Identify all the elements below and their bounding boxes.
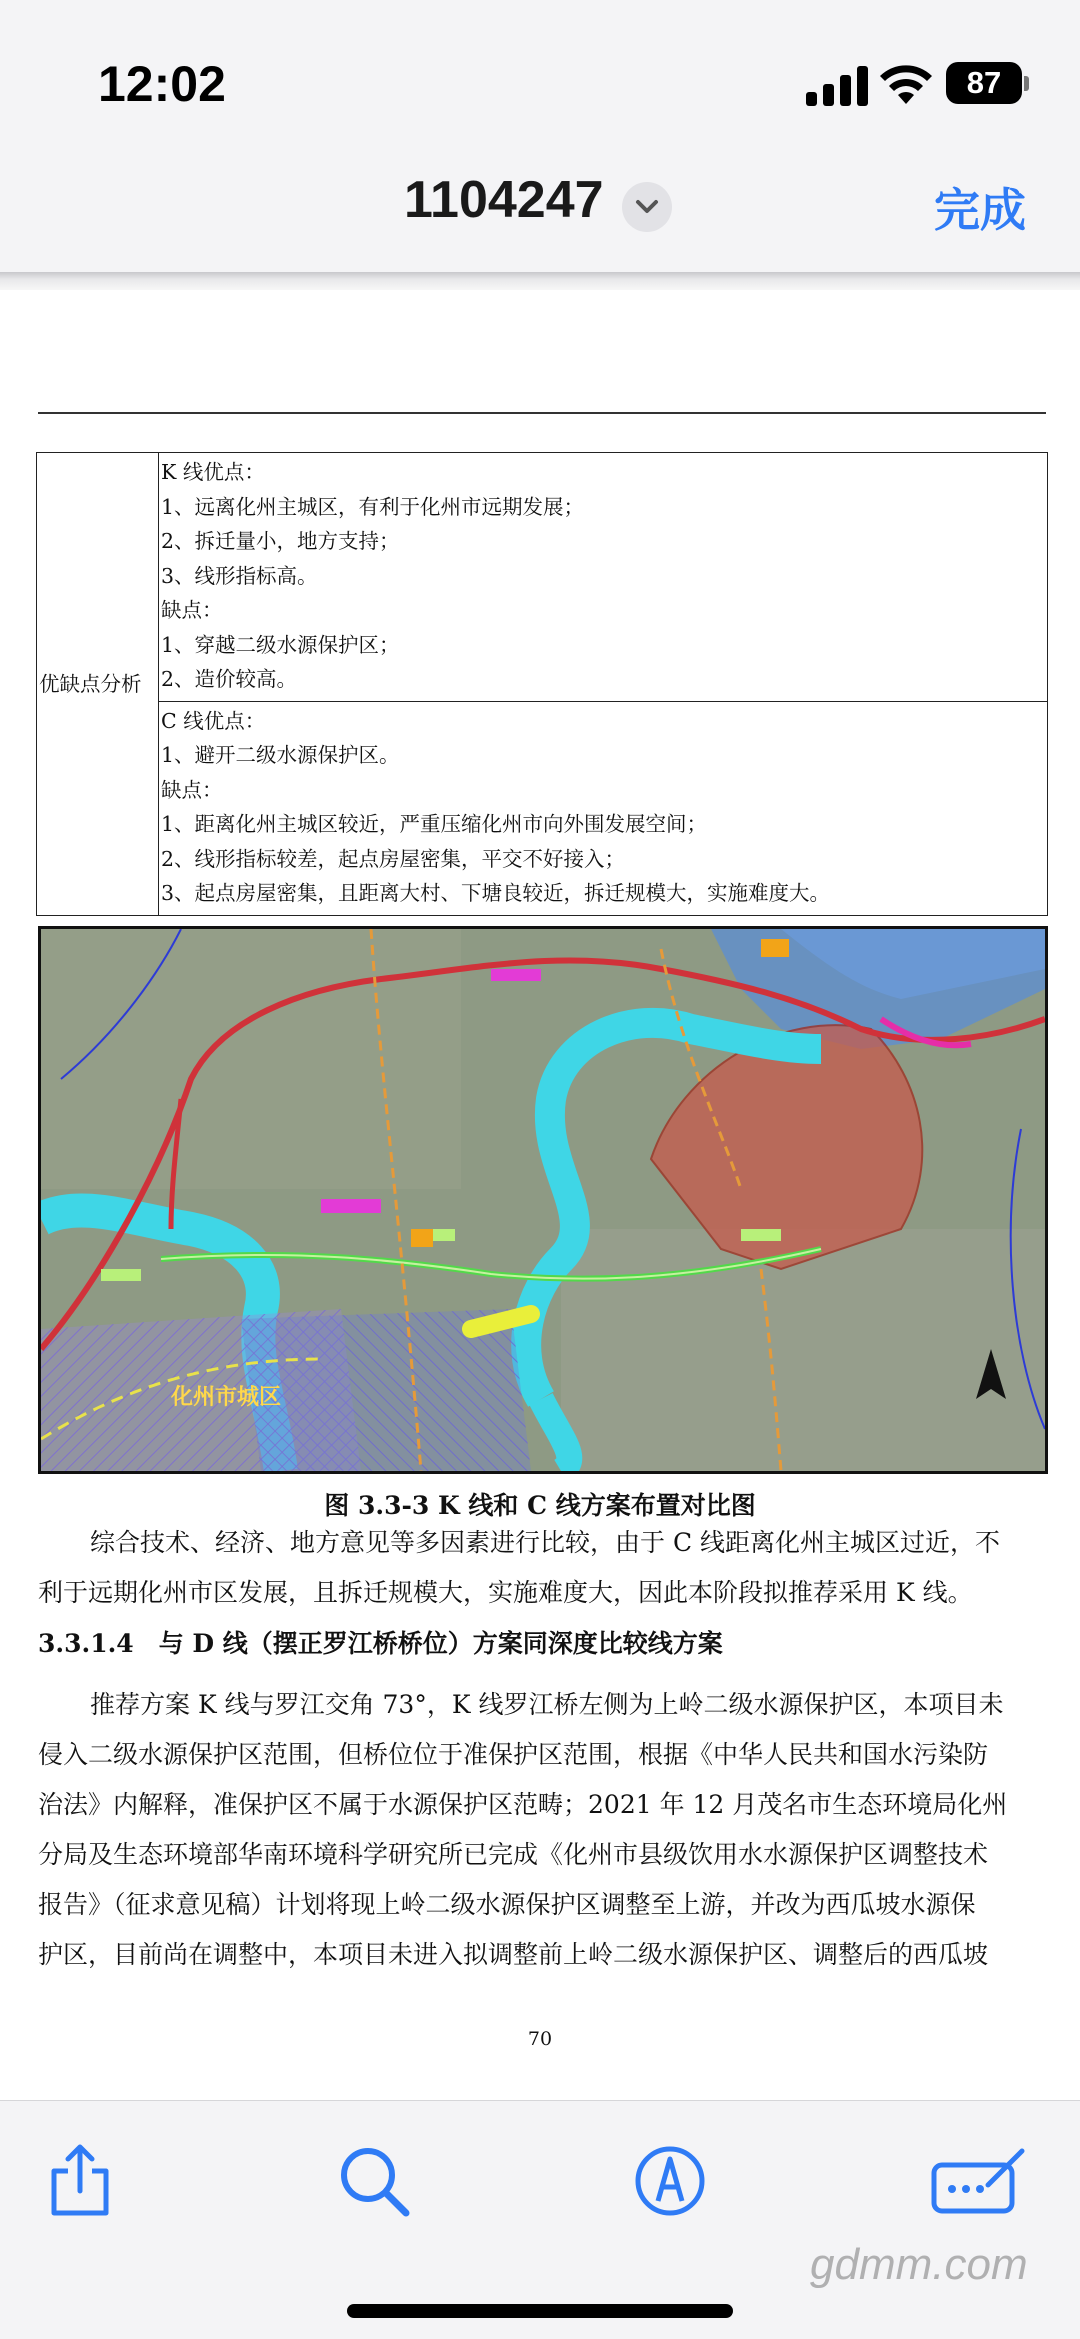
paragraph-line: 利于远期化州市区发展，且拆迁规模大，实施难度大，因此本阶段拟推荐采用 K 线。 bbox=[38, 1578, 973, 1607]
page-number: 70 bbox=[527, 2028, 553, 2050]
status-time: 12:02 bbox=[98, 56, 226, 112]
map-city-label: 化州市城区 bbox=[171, 1385, 282, 1410]
k-cell-line: 1、远离化州主城区，有利于化州市远期发展； bbox=[161, 494, 585, 519]
c-cell-line: C 线优点： bbox=[161, 708, 266, 733]
k-cell-line: 缺点： bbox=[161, 598, 223, 622]
paragraph-1 bbox=[38, 1518, 1048, 1618]
chevron-down-icon bbox=[622, 182, 672, 232]
document-title[interactable]: 1104247 bbox=[404, 171, 604, 229]
markup-pen-icon[interactable] bbox=[630, 2141, 710, 2221]
home-indicator[interactable] bbox=[347, 2304, 733, 2318]
share-icon[interactable] bbox=[40, 2141, 120, 2221]
route-comparison-map bbox=[38, 926, 1048, 1474]
paragraph-line: 治法》内解释，准保护区不属于水源保护区范畴；2021 年 12 月茂名市生态环境局化州 bbox=[38, 1790, 1008, 1819]
wifi-icon bbox=[878, 60, 934, 106]
paragraph-line: 分局及生态环境部华南环境科学研究所已完成《化州市县级饮用水水源保护区调整技术 bbox=[38, 1840, 989, 1869]
paragraph-2 bbox=[38, 1680, 1048, 1980]
paragraph-line: 护区，目前尚在调整中，本项目未进入拟调整前上岭二级水源保护区、调整后的西瓜坡 bbox=[38, 1940, 989, 1969]
k-line-cell bbox=[159, 453, 1048, 702]
paragraph-line: 综合技术、经济、地方意见等多因素进行比较，由于 C 线距离化州主城区过近，不 bbox=[90, 1528, 1001, 1557]
table-row-label: 优缺点分析 bbox=[37, 453, 159, 916]
c-cell-line: 2、线形指标较差，起点房屋密集，平交不好接入； bbox=[161, 846, 626, 871]
c-line-cell bbox=[159, 701, 1048, 915]
watermark: gdmm.com bbox=[810, 2240, 1028, 2289]
c-cell-line: 缺点： bbox=[161, 777, 223, 802]
nav-divider bbox=[0, 272, 1080, 290]
k-cell-line: 1、穿越二级水源保护区； bbox=[161, 632, 400, 657]
paragraph-line: 报告》（征求意见稿）计划将现上岭二级水源保护区调整至上游，并改为西瓜坡水源保 bbox=[38, 1890, 976, 1919]
paragraph-line: 侵入二级水源保护区范围，但桥位位于准保护区范围，根据《中华人民共和国水污染防 bbox=[38, 1740, 989, 1769]
title-menu-button[interactable] bbox=[622, 182, 672, 232]
figure-caption: 图 3.3-3 K 线和 C 线方案布置对比图 bbox=[324, 1491, 756, 1520]
map-graphic bbox=[41, 929, 1045, 1471]
search-icon[interactable] bbox=[334, 2141, 414, 2221]
header-rule bbox=[38, 412, 1046, 414]
c-cell-line: 1、距离化州主城区较近，严重压缩化州市向外围发展空间； bbox=[161, 812, 708, 836]
c-cell-line: 1、避开二级水源保护区。 bbox=[161, 743, 400, 767]
nav-bar bbox=[0, 150, 1080, 276]
k-cell-line: 2、拆迁量小，地方支持； bbox=[161, 529, 400, 553]
battery-tip bbox=[1024, 76, 1029, 91]
k-cell-line: K 线优点： bbox=[161, 460, 265, 484]
status-bar bbox=[0, 0, 1080, 150]
signal-icon bbox=[806, 66, 868, 106]
paragraph-line: 推荐方案 K 线与罗江交角 73°，K 线罗江桥左侧为上岭二级水源保护区，本项目未 bbox=[90, 1690, 1004, 1719]
comparison-table bbox=[36, 452, 1048, 916]
c-cell-line: 3、起点房屋密集，且距离大村、下塘良较近，拆迁规模大，实施难度大。 bbox=[161, 881, 831, 905]
k-cell-line: 3、线形指标高。 bbox=[161, 563, 318, 588]
battery-icon: 87 bbox=[946, 62, 1022, 104]
document-page[interactable] bbox=[0, 290, 1080, 2100]
annotate-keyboard-icon[interactable] bbox=[928, 2141, 1028, 2221]
k-cell-line: 2、造价较高。 bbox=[161, 667, 298, 691]
done-button[interactable]: 完成 bbox=[934, 183, 1026, 237]
section-heading: 3.3.1.4 与 D 线（摆正罗江桥桥位）方案同深度比较线方案 bbox=[38, 1629, 723, 1658]
